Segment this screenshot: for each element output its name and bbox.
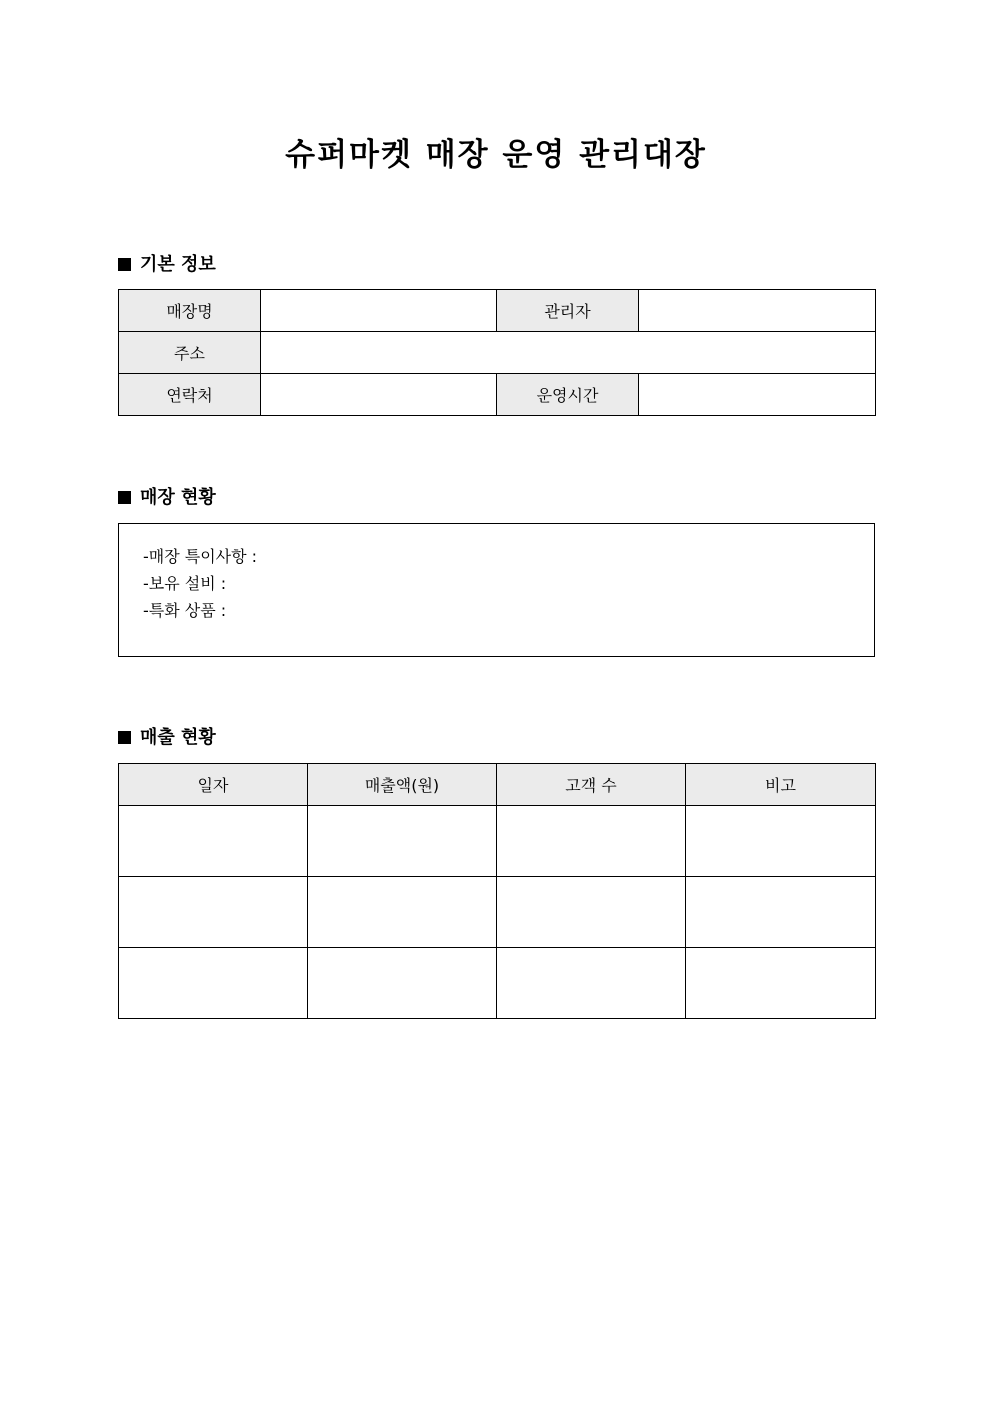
date-cell[interactable] — [119, 948, 308, 1019]
table-header-row — [119, 764, 876, 806]
special-notes-line: -매장 특이사항 : — [143, 547, 258, 566]
basic-info-heading — [118, 253, 216, 277]
featured-products-line: -특화 상품 : — [143, 601, 227, 620]
basic-info-table — [118, 289, 876, 416]
sales-amount-cell[interactable] — [308, 806, 497, 877]
table-row — [119, 290, 876, 332]
table-row — [119, 948, 876, 1019]
remarks-cell[interactable] — [686, 948, 876, 1019]
column-header-sales-amount: 매출액(원) — [308, 764, 497, 806]
table-row — [119, 332, 876, 374]
customer-count-cell[interactable] — [497, 806, 686, 877]
sales-amount-cell[interactable] — [308, 948, 497, 1019]
equipment-line: -보유 설비 : — [143, 574, 227, 593]
date-cell[interactable] — [119, 877, 308, 948]
contact-label: 연락처 — [119, 374, 261, 416]
address-label: 주소 — [119, 332, 261, 374]
table-row — [119, 806, 876, 877]
basic-info-heading-text: 기본 정보 — [140, 254, 216, 275]
store-status-box[interactable] — [118, 523, 875, 657]
customer-count-cell[interactable] — [497, 877, 686, 948]
store-status-heading-text: 매장 현황 — [140, 487, 216, 508]
hours-label: 운영시간 — [497, 374, 639, 416]
contact-field[interactable] — [261, 374, 497, 416]
sales-status-heading — [118, 726, 216, 750]
document-title: 슈퍼마켓 매장 운영 관리대장 — [285, 137, 707, 173]
store-status-heading — [118, 486, 216, 510]
square-bullet-icon — [118, 491, 131, 504]
column-header-date: 일자 — [119, 764, 308, 806]
store-name-label: 매장명 — [119, 290, 261, 332]
address-field[interactable] — [261, 332, 876, 374]
remarks-cell[interactable] — [686, 877, 876, 948]
store-status-lines — [143, 543, 257, 624]
customer-count-cell[interactable] — [497, 948, 686, 1019]
column-header-remarks: 비고 — [686, 764, 876, 806]
table-row — [119, 877, 876, 948]
sales-table — [118, 763, 876, 1019]
manager-field[interactable] — [639, 290, 876, 332]
sales-status-heading-text: 매출 현황 — [140, 727, 216, 748]
table-row — [119, 374, 876, 416]
square-bullet-icon — [118, 258, 131, 271]
column-header-customer-count: 고객 수 — [497, 764, 686, 806]
square-bullet-icon — [118, 731, 131, 744]
date-cell[interactable] — [119, 806, 308, 877]
manager-label: 관리자 — [497, 290, 639, 332]
remarks-cell[interactable] — [686, 806, 876, 877]
sales-amount-cell[interactable] — [308, 877, 497, 948]
hours-field[interactable] — [639, 374, 876, 416]
store-name-field[interactable] — [261, 290, 497, 332]
